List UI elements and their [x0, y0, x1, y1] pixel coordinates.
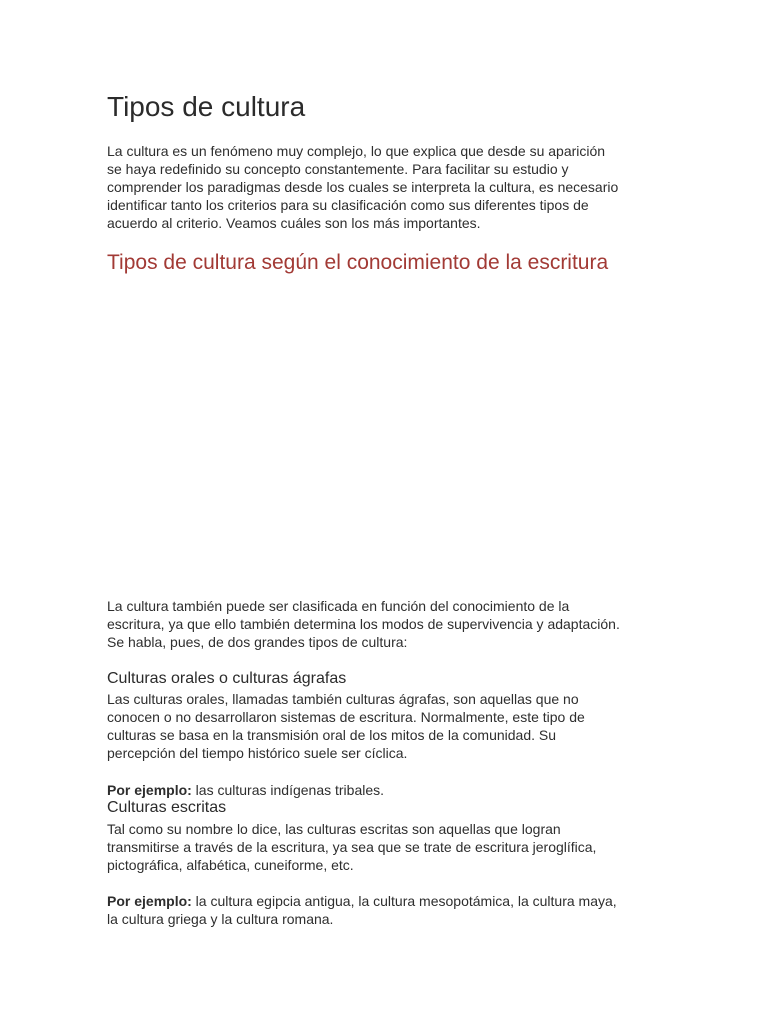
- written-line: transmitirse a través de la escritura, ya sea que se trate de escritura jeroglífica,: [107, 839, 597, 855]
- example-label: Por ejemplo:: [107, 893, 192, 909]
- oral-line: percepción del tiempo histórico suele ser cíclica.: [107, 745, 408, 761]
- example-text: la cultura egipcia antigua, la cultura mesopotámica, la cultura maya,: [191, 893, 617, 909]
- example-text: la cultura griega y la cultura romana.: [107, 911, 334, 927]
- intro-line: La cultura es un fenómeno muy complejo, lo que explica que desde su aparición: [107, 143, 606, 159]
- section-intro-line: Se habla, pues, de dos grandes tipos de cultura:: [107, 634, 408, 650]
- written-cultures-paragraph: [107, 820, 667, 874]
- written-line: Tal como su nombre lo dice, las culturas escritas son aquellas que logran: [107, 821, 561, 837]
- section-intro-line: La cultura también puede ser clasificada en función del conocimiento de la: [107, 598, 570, 614]
- intro-line: se haya redefinido su concepto constantemente. Para facilitar su estudio y: [107, 161, 569, 177]
- section-heading-escritura: Tipos de cultura según el conocimiento de la escritura: [107, 251, 609, 274]
- oral-line: culturas se basa en la transmisión oral de los mitos de la comunidad. Su: [107, 727, 557, 743]
- intro-line: acuerdo al criterio. Veamos cuáles son los más importantes.: [107, 215, 481, 231]
- subheading-written-cultures: Culturas escritas: [107, 799, 227, 816]
- oral-cultures-paragraph: [107, 690, 667, 762]
- written-example-paragraph: [107, 892, 667, 928]
- example-label: Por ejemplo:: [107, 782, 192, 798]
- written-line: pictográfica, alfabética, cuneiforme, etc.: [107, 857, 354, 873]
- subheading-oral-cultures: Culturas orales o culturas ágrafas: [107, 670, 347, 687]
- intro-paragraph: [107, 142, 667, 232]
- oral-line: Las culturas orales, llamadas también culturas ágrafas, son aquellas que no: [107, 691, 579, 707]
- oral-line: conocen o no desarrollaron sistemas de escritura. Normalmente, este tipo de: [107, 709, 585, 725]
- intro-line: identificar tanto los criterios para su clasificación como sus diferentes tipos de: [107, 197, 589, 213]
- section-intro-paragraph: [107, 597, 667, 651]
- example-text: las culturas indígenas tribales.: [191, 782, 385, 798]
- section-intro-line: escritura, ya que ello también determina los modos de supervivencia y adaptación.: [107, 616, 620, 632]
- intro-line: comprender los paradigmas desde los cuales se interpreta la cultura, es necesario: [107, 179, 619, 195]
- page-title: Tipos de cultura: [107, 91, 306, 122]
- oral-example-paragraph: [107, 781, 667, 799]
